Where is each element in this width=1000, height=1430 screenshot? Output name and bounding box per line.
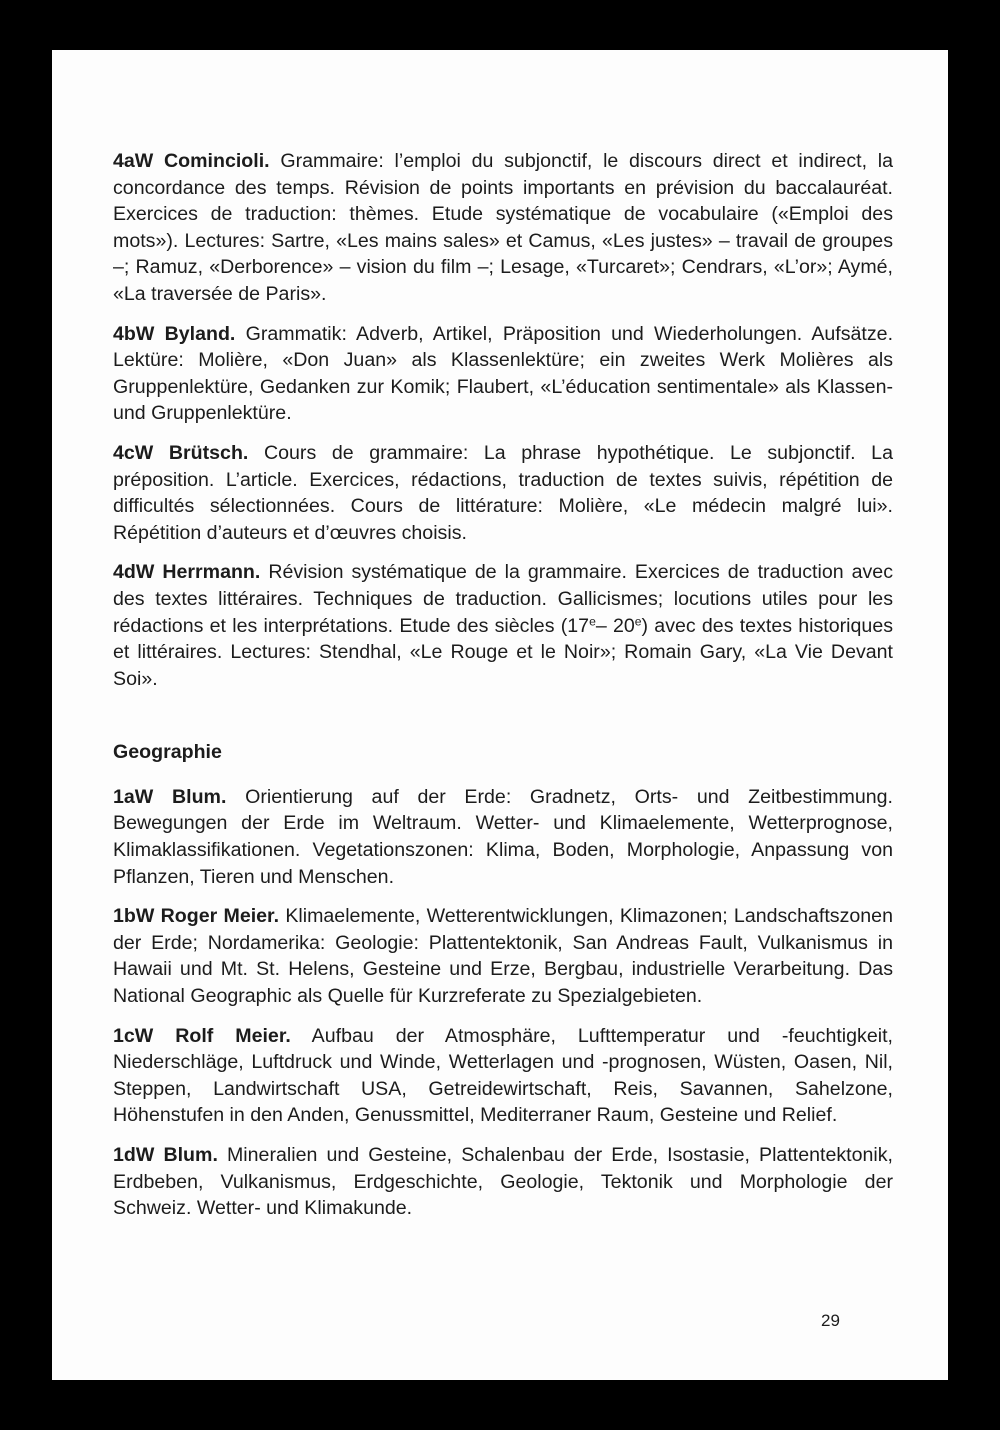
section-title-geographie: Geographie [113, 741, 222, 764]
teacher-name: Blum. [171, 785, 227, 808]
course-code: 4bW [113, 322, 155, 345]
teacher-name: Comincioli. [164, 150, 270, 172]
course-entry-1aw [113, 784, 893, 890]
teacher-name: Roger Meier. [160, 905, 280, 928]
teacher-name: Byland. [164, 322, 236, 345]
course-code: 4dW [113, 561, 155, 584]
teacher-name: Blum. [163, 1144, 218, 1166]
course-description: Grammatik: Adverb, Artikel, Präposition und Wiederholungen. Aufsätze. Lektüre: Molière, «Don Juan» als Klassenlektüre; ein zweites Werk Molières als Gruppenlektüre, Gedanken zur Komik; Flaubert, «L’éducation sentimentale» als Klassen- und Gruppenlektüre. [113, 322, 894, 425]
course-entry-4dw [113, 559, 893, 692]
page-number: 29 [821, 1311, 840, 1330]
course-code: 4aW [113, 150, 154, 172]
course-code: 1aW [113, 785, 154, 808]
course-code: 1dW [113, 1144, 155, 1166]
course-description: Orientierung auf der Erde: Gradnetz, Orts- und Zeitbestimmung. Bewegungen der Erde im Weltraum. Wetter- und Klimaelemente, Wetterprognose, Klimaklassifikationen. Vegetationszonen: Klima, Boden, Morphologie, Anpassung von Pflanzen, Tieren und Menschen. [113, 785, 893, 888]
course-description: Cours de grammaire: La phrase hypothétique. Le subjonctif. La préposition. L’article. Exercices, rédactions, traduction de textes suivis, répétition de difficultés sélectionnées. Cours de littérature: Molière, «Le médecin malgré lui». Répétition d’auteurs et d’œuvres choisis. [113, 441, 893, 544]
course-description: ) avec des textes historiques et littéraires. Lectures: Stendhal, «Le Rouge et le Noir»; Romain Gary, «La Vie Devant Soi». [113, 614, 894, 690]
course-description: Aufbau der Atmosphäre, Lufttemperatur und -feuchtigkeit, Niederschläge, Luftdruck und Winde, Wetterlagen und -prognosen, Wüsten, Oasen, Nil, Steppen, Landwirtschaft USA, Getreidewirtschaft, Reis, Savannen, Sahelzone, Höhenstufen in den Anden, Genussmittel, Mediterraner Raum, Gesteine und Relief. [113, 1024, 893, 1127]
course-description: Grammaire: l’emploi du subjonctif, le discours direct et indirect, la concordance des temps. Révision de points importants en prévision du baccalauréat. Exercices de traduction: thèmes. Etude systématique de vocabulaire («Emploi des mots»). Lectures: Sartre, «Les mains sales» et Camus, «Les justes» – travail de groupes –; Ramuz, «Derborence» – vision du film –; Lesage, «Turcaret»; Cendrars, «L’or»; Aymé, «La traversée de Paris». [113, 150, 893, 305]
superscript: e [589, 613, 596, 628]
teacher-name: Rolf Meier. [175, 1024, 291, 1047]
teacher-name: Brütsch. [168, 441, 249, 464]
teacher-name: Herrmann. [162, 561, 261, 584]
superscript: e [634, 613, 642, 628]
course-entry-1dw [113, 1142, 893, 1222]
course-code: 1bW [113, 905, 155, 928]
page-content [113, 148, 893, 1235]
course-entry-1cw [113, 1023, 893, 1129]
course-description: Klimaelemente, Wetterentwicklungen, Klimazonen; Landschaftszonen der Erde; Nordamerika: Geologie: Plattentektonik, San Andreas Fault, Vulkanismus in Hawaii und Mt. St. Helens, Gesteine und Erze, Bergbau, industrielle Verarbeitung. Das National Geographic als Quelle für Kurzreferate zu Spezialgebieten. [113, 905, 893, 1008]
course-description: – 20 [595, 614, 635, 637]
course-entry-1bw [113, 903, 893, 1009]
course-code: 1cW [113, 1024, 154, 1047]
course-description: Mineralien und Gesteine, Schalenbau der Erde, Isostasie, Plattentektonik, Erdbeben, Vulkanismus, Erdgeschichte, Geologie, Tektonik und Morphologie der Schweiz. Wetter- und Klimakunde. [113, 1144, 893, 1220]
course-entry-4aw [113, 148, 893, 308]
course-description: Révision systématique de la grammaire. Exercices de traduction avec des textes littéraires. Techniques de traduction. Gallicismes; locutions utiles pour les rédactions et les interprétations. Etude des siècles (17 [113, 561, 893, 637]
course-entry-4bw [113, 321, 893, 427]
course-entry-4cw [113, 440, 893, 546]
course-code: 4cW [113, 441, 154, 464]
document-page [52, 50, 948, 1380]
